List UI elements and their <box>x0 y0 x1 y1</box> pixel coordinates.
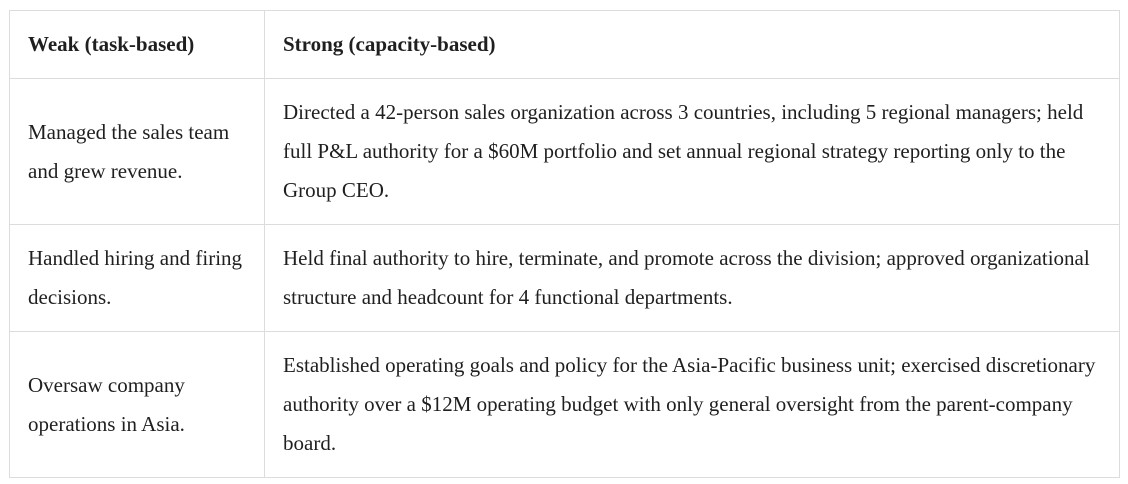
table-body <box>10 79 1120 478</box>
table-header <box>10 11 1120 79</box>
comparison-table <box>9 10 1120 478</box>
table-row <box>10 225 1120 332</box>
header-row <box>10 11 1120 79</box>
table-row <box>10 79 1120 225</box>
weak-cell: Handled hiring and firing decisions. <box>10 225 265 332</box>
weak-cell: Oversaw company operations in Asia. <box>10 332 265 478</box>
strong-cell: Held final authority to hire, terminate, and promote across the division; approved organizational structure and headcount for 4 functional departments. <box>265 225 1120 332</box>
weak-cell: Managed the sales team and grew revenue. <box>10 79 265 225</box>
table-row <box>10 332 1120 478</box>
strong-cell: Established operating goals and policy for the Asia-Pacific business unit; exercised discretionary authority over a $12M operating budget with only general oversight from the parent-company board. <box>265 332 1120 478</box>
header-weak: Weak (task-based) <box>10 11 265 79</box>
header-strong: Strong (capacity-based) <box>265 11 1120 79</box>
strong-cell: Directed a 42-person sales organization across 3 countries, including 5 regional managers; held full P&L authority for a $60M portfolio and set annual regional strategy reporting only to the Group CEO. <box>265 79 1120 225</box>
